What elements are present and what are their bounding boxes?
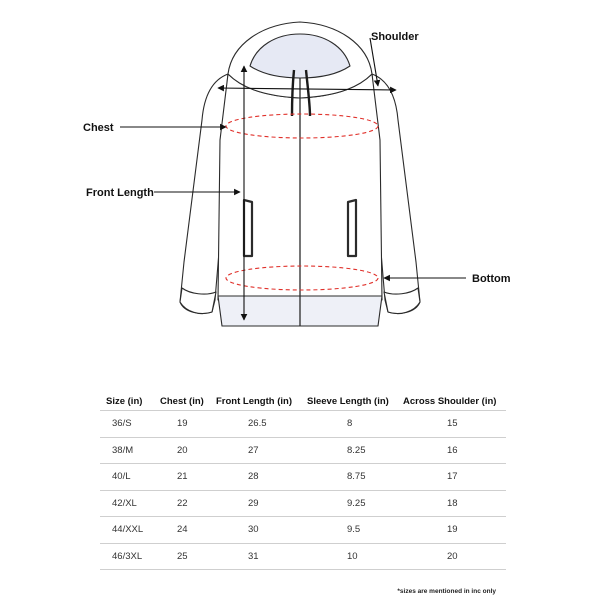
- cell-sleeve-length: 8.75: [307, 464, 403, 491]
- cell-front-length: 28: [216, 464, 307, 491]
- shoulder-label: Shoulder: [371, 31, 419, 43]
- header-across-shoulder: Across Shoulder (in): [403, 395, 497, 407]
- cell-sleeve-length: 9.25: [307, 490, 403, 517]
- table-row: [100, 464, 506, 491]
- table-row: [100, 517, 506, 544]
- table-header-row: [100, 392, 506, 411]
- cell-across-shoulder: 19: [403, 517, 506, 544]
- table-row: [100, 411, 506, 438]
- header-chest: Chest (in): [160, 395, 204, 407]
- cell-front-length: 31: [216, 543, 307, 570]
- cell-chest: 24: [160, 517, 216, 544]
- cell-front-length: 30: [216, 517, 307, 544]
- cell-size: 42/XL: [100, 490, 160, 517]
- front-length-label: Front Length: [86, 187, 154, 199]
- table-row: [100, 437, 506, 464]
- cell-chest: 20: [160, 437, 216, 464]
- cell-size: 36/S: [100, 411, 160, 438]
- cell-size: 44/XXL: [100, 517, 160, 544]
- cell-across-shoulder: 16: [403, 437, 506, 464]
- bottom-label: Bottom: [472, 273, 511, 285]
- cell-size: 46/3XL: [100, 543, 160, 570]
- cell-sleeve-length: 10: [307, 543, 403, 570]
- cell-size: 38/M: [100, 437, 160, 464]
- header-front-length: Front Length (in): [216, 395, 292, 407]
- cell-front-length: 26.5: [216, 411, 307, 438]
- cell-size: 40/L: [100, 464, 160, 491]
- cell-front-length: 27: [216, 437, 307, 464]
- size-chart-table: [100, 392, 506, 570]
- header-size: Size (in): [106, 395, 143, 407]
- header-sleeve-length: Sleeve Length (in): [307, 395, 389, 407]
- cell-front-length: 29: [216, 490, 307, 517]
- sizes-footnote: *sizes are mentioned in inc only: [397, 588, 496, 595]
- cell-chest: 25: [160, 543, 216, 570]
- table-row: [100, 543, 506, 570]
- cell-chest: 21: [160, 464, 216, 491]
- cell-across-shoulder: 20: [403, 543, 506, 570]
- left-pocket: [244, 200, 252, 256]
- right-pocket: [348, 200, 356, 256]
- cell-sleeve-length: 8: [307, 411, 403, 438]
- cell-chest: 19: [160, 411, 216, 438]
- hoodie-illustration: [180, 22, 420, 326]
- cell-across-shoulder: 15: [403, 411, 506, 438]
- cell-across-shoulder: 17: [403, 464, 506, 491]
- cell-sleeve-length: 8.25: [307, 437, 403, 464]
- cell-sleeve-length: 9.5: [307, 517, 403, 544]
- cell-across-shoulder: 18: [403, 490, 506, 517]
- chest-label: Chest: [83, 122, 114, 134]
- table-row: [100, 490, 506, 517]
- cell-chest: 22: [160, 490, 216, 517]
